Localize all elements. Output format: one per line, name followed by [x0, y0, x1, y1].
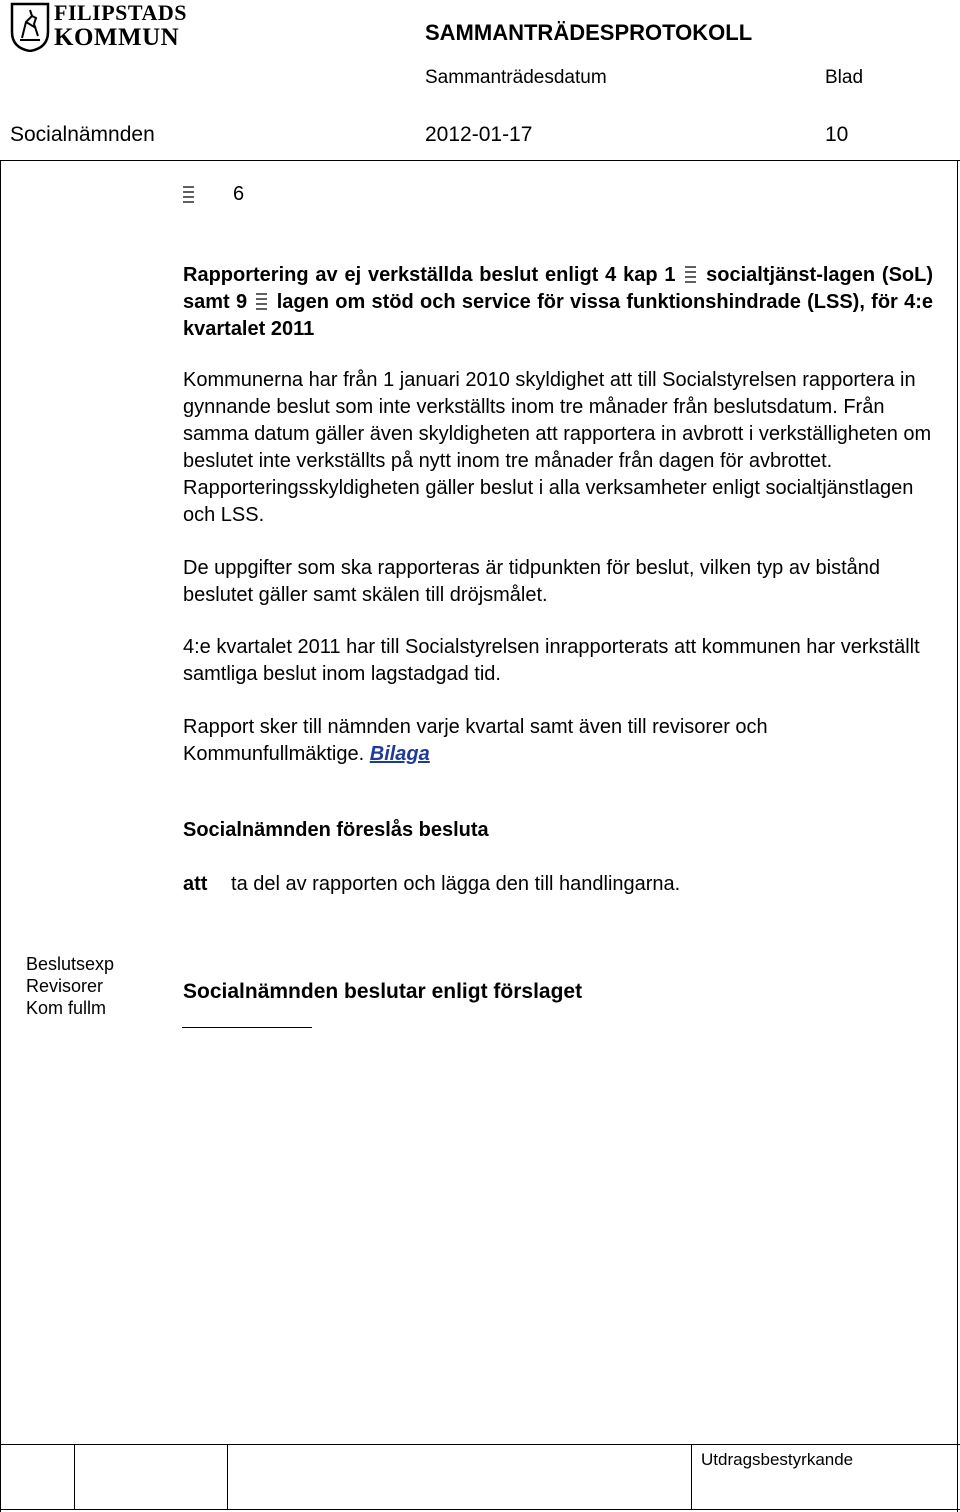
distribution-list	[26, 953, 114, 1019]
proposal-att: att	[183, 873, 208, 895]
section-sign-icon	[182, 185, 195, 205]
section-sign-icon	[684, 265, 697, 285]
proposal-text	[183, 873, 680, 896]
paragraph-1: Kommunerna har från 1 januari 2010 skyldighet att till Socialstyrelsen rapportera in gynnande beslut som inte verkställts inom tre månader från beslutsdatum. Från samma datum gäller även skyldigheten att rapportera in avbrott i verkställigheten om beslutet inte verkställts på nytt inom tre månader från dagen för avbrottet. Rapporteringsskyldigheten gäller beslut i alla verksamheter enligt socialtjänstlagen och LSS.	[183, 369, 932, 526]
frame-right-border	[957, 160, 958, 1512]
proposal-heading: Socialnämnden föreslås besluta	[183, 819, 489, 841]
attachment-link[interactable]: Bilaga	[369, 743, 430, 765]
footer-divider	[0, 1444, 960, 1445]
certification-label: Utdragsbestyrkande	[701, 1450, 854, 1469]
frame-left-border	[0, 160, 1, 1512]
heading-part-1: Rapportering av ej verkställda beslut enligt 4 kap 1	[183, 264, 676, 286]
header-divider	[0, 160, 960, 161]
section-sign-icon	[255, 292, 268, 312]
signature-box-divider-2	[227, 1444, 228, 1510]
date-label: Sammanträdesdatum	[425, 67, 607, 88]
logo-text-line1: FILIPSTADS	[54, 0, 187, 25]
paragraph-2: De uppgifter som ska rapporteras är tidpunkten för beslut, vilken typ av bistånd beslutet gäller samt skälen till dröjsmålet.	[183, 557, 881, 606]
signature-box-divider-3	[691, 1444, 692, 1510]
municipality-logo	[10, 2, 215, 52]
page-number: 10	[825, 123, 849, 146]
decision-underline	[182, 1027, 312, 1028]
decision-text: Socialnämnden beslutar enligt förslaget	[183, 980, 583, 1003]
distribution-item: Beslutsexp	[26, 954, 115, 974]
coat-of-arms-icon	[10, 2, 50, 52]
distribution-item: Kom fullm	[26, 998, 107, 1018]
logo-text-line2: KOMMUN	[54, 24, 180, 51]
signature-box-divider-1	[74, 1444, 75, 1510]
meeting-date: 2012-01-17	[425, 123, 533, 146]
section-number: 6	[233, 183, 245, 205]
frame-bottom-border	[0, 1509, 960, 1510]
heading-part-2: socialtjänst-lagen (SoL) samt 9	[183, 264, 934, 313]
paragraph-4-text: Rapport sker till nämnden varje kvartal samt även till revisorer och Kommunfullmäktige.	[183, 716, 768, 765]
paragraph-3: 4:e kvartalet 2011 har till Socialstyrelsen inrapporterats att kommunen har verkställt samtliga beslut inom lagstadgad tid.	[183, 636, 920, 685]
committee-name: Socialnämnden	[10, 123, 155, 146]
distribution-item: Revisorer	[26, 976, 104, 996]
section-heading	[183, 262, 933, 343]
heading-part-3: lagen om stöd och service för vissa funktionshindrade (LSS), för 4:e kvartalet 2011	[183, 291, 934, 340]
proposal-body: ta del av rapporten och lägga den till handlingarna.	[231, 873, 681, 895]
page-label: Blad	[825, 67, 864, 88]
paragraph-4	[183, 714, 933, 768]
document-title: SAMMANTRÄDESPROTOKOLL	[425, 20, 753, 45]
